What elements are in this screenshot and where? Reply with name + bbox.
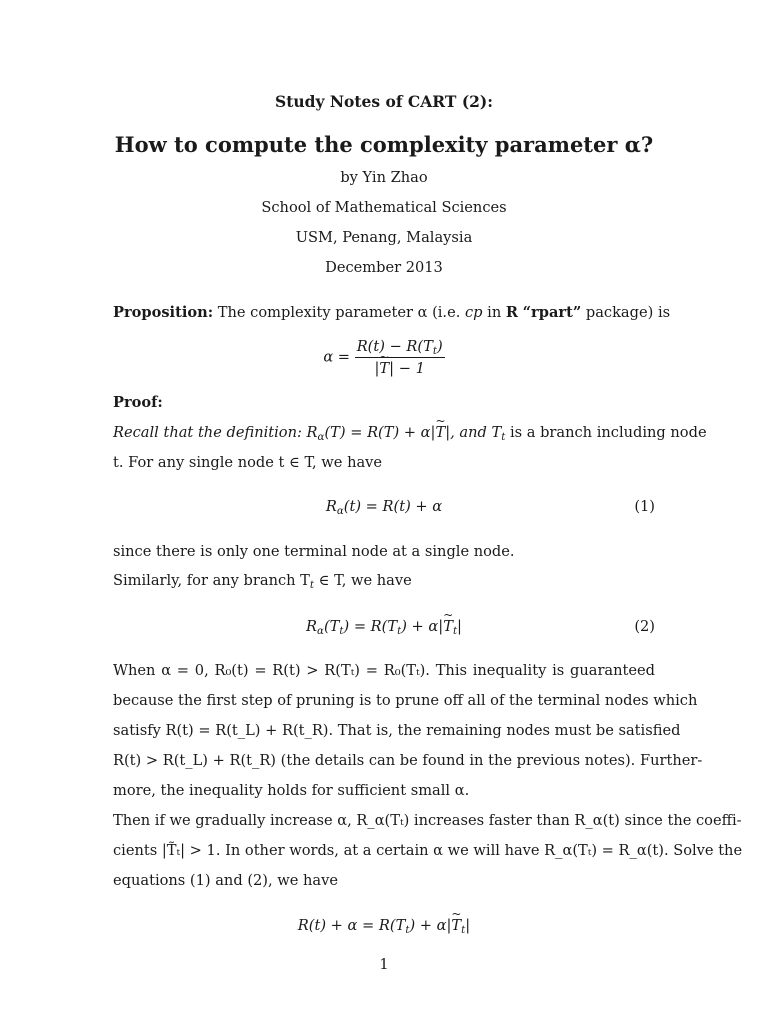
proof-line-3: since there is only one terminal node at a single node. [113,543,515,560]
proof-label: Proof: [113,394,163,411]
para2-line-1: Then if we gradually increase α, R_α(Tₜ) increases faster than R_α(t) since the coeffi- [113,812,742,829]
proposition-label: Proposition: [113,304,214,321]
para2-line-2: cients |T̃ₜ| > 1. In other words, at a certain α we will have R_α(Tₜ) = R_α(t). Solve the [113,842,743,859]
proof-line-4: Similarly, for any branch $T_t$ ∈ T, we have [113,572,412,591]
equation-3: $R(t) + \alpha = R(T_t)$ + α|~ $T_t|$ [0,917,768,934]
affiliation: School of Mathematical Sciences [261,199,507,216]
para2-line-3: equations (1) and (2), we have [113,872,339,889]
equation-2: $R_\alpha(T_t) = R(T_t)$ + α|~ $T_t|$ [0,618,768,635]
para1-line-4: R(t) > R(t_L) + R(t_R) (the details can be found in the previous notes). Further- [113,752,703,769]
alpha-formula: α = $\frac{R(t) - R(T_t)}{|\sim T| - 1}$ [0,338,768,377]
para1-line-5: more, the inequality holds for sufficient small α. [113,782,470,799]
proposition-line: Proposition: The complexity parameter α (i.e. cp in R “rpart” package) is [113,304,671,321]
para1-line-2: because the first step of pruning is to prune off all of the terminal nodes which [113,692,698,709]
proof-line-2: t. For any single node t ∈ T, we have [113,454,383,471]
series-title: Study Notes of CART (2): [275,92,493,111]
equation-1: $R_\alpha(t) = R(t) + \alpha$ [325,498,443,517]
date: December 2013 [325,259,443,276]
main-title: How to compute the complexity parameter α? [114,132,654,157]
para1-line-1: When α = 0, R₀(t) = R(t) > R(Tₜ) = R₀(Tₜ). This inequality is guaranteed [113,662,655,679]
proof-line-1: Recall that the definition: $R_\alpha(T) = R(T)$ + α|~ T|, and $T_t$ is a branch including node [113,424,655,441]
equation-1-number: (1) [634,498,655,515]
author: by Yin Zhao [340,169,428,186]
page-number: 1 [379,956,389,973]
location: USM, Penang, Malaysia [295,229,473,246]
alpha-fraction: $\frac{R(t) - R(T_t)}{|\sim T| - 1}$ [355,338,445,377]
para1-line-3: satisfy R(t) = R(t_L) + R(t_R). That is, the remaining nodes must be satisfied [113,722,681,739]
equation-2-number: (2) [634,618,655,635]
